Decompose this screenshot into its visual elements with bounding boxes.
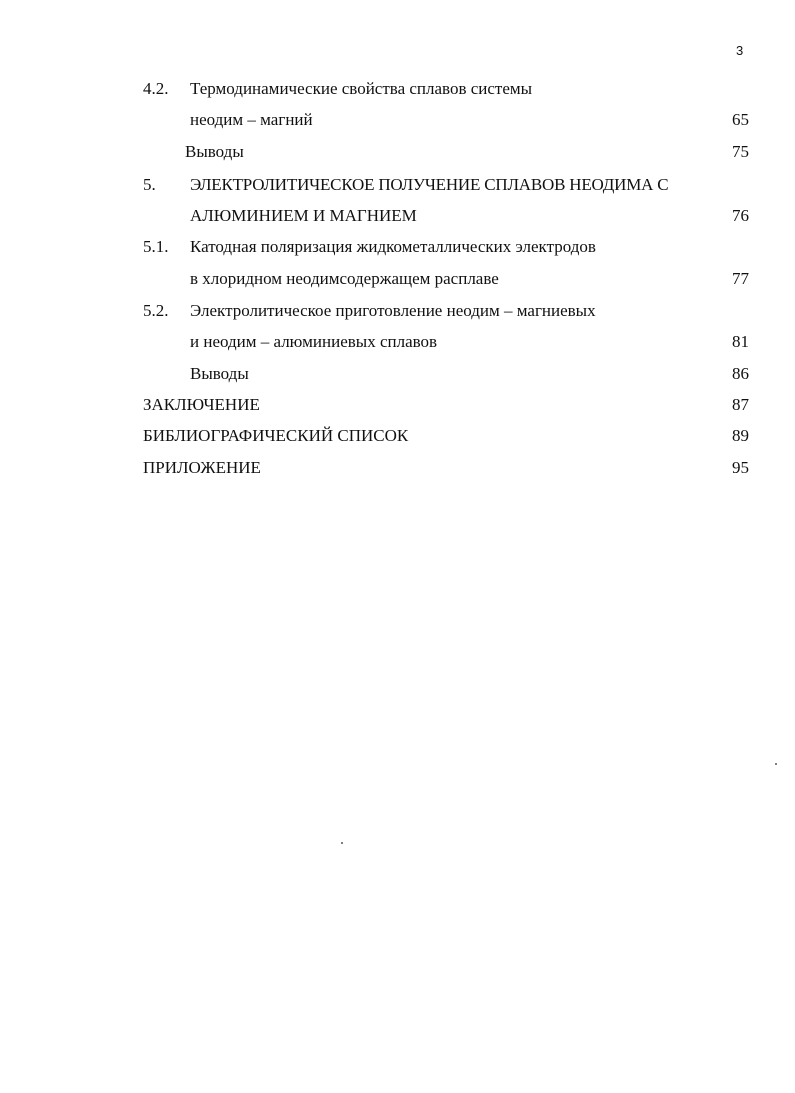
toc-title-line2: АЛЮМИНИЕМ И МАГНИЕМ	[190, 206, 417, 225]
toc-page: 89	[732, 426, 749, 445]
toc-title: Выводы	[190, 364, 249, 383]
toc-title: ЗАКЛЮЧЕНИЕ	[143, 395, 260, 414]
toc-title: БИБЛИОГРАФИЧЕСКИЙ СПИСОК	[143, 426, 409, 445]
toc-title-line1: Катодная поляризация жидкометаллических электродов	[190, 237, 596, 256]
toc-title-line1: ЭЛЕКТРОЛИТИЧЕСКОЕ ПОЛУЧЕНИЕ СПЛАВОВ НЕОДИМА С	[190, 175, 669, 194]
toc-entry-appendix	[0, 456, 795, 480]
toc-page: 77	[732, 269, 749, 288]
toc-entry-bibliography	[0, 424, 795, 448]
toc-entry-conclusion	[0, 393, 795, 417]
toc-title-line2: в хлоридном неодимсодержащем расплаве	[190, 269, 499, 288]
toc-entry-5-2-conclusions	[0, 362, 795, 386]
page-number: 3	[736, 43, 744, 58]
toc-title-line1: Термодинамические свойства сплавов системы	[190, 79, 533, 98]
scan-speck	[341, 842, 343, 844]
toc-page: 65	[732, 110, 749, 129]
toc-page: 86	[732, 364, 749, 383]
toc-title: Выводы	[185, 142, 244, 161]
toc-page: 75	[732, 142, 749, 161]
toc-page: 76	[732, 206, 749, 225]
toc-page: 87	[732, 395, 749, 414]
toc-title-line1: Электролитическое приготовление неодим – магниевых	[190, 301, 596, 320]
toc-title-line2: и неодим – алюминиевых сплавов	[190, 332, 438, 351]
toc-number: 5.2.	[143, 301, 169, 320]
toc-number: 4.2.	[143, 79, 169, 98]
toc-page: 81	[732, 332, 749, 351]
toc-page: 95	[732, 458, 749, 477]
toc-number: 5.1.	[143, 237, 169, 256]
toc-title: ПРИЛОЖЕНИЕ	[143, 458, 261, 477]
toc-number: 5.	[143, 175, 156, 194]
toc-entry-4-2-conclusions	[0, 140, 795, 164]
toc-title-line2: неодим – магний	[190, 110, 313, 129]
scan-speck	[775, 763, 777, 765]
